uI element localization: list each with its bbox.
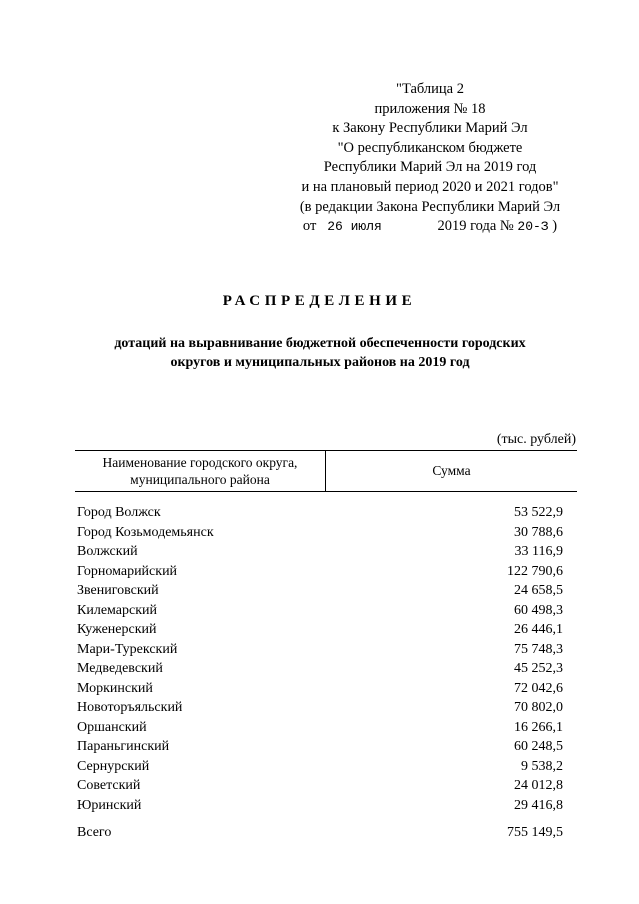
district-name: Параньгинский [77,739,170,754]
name-header-line: муниципального района [130,472,270,487]
table-row [77,679,563,699]
table-row [77,718,563,738]
district-name: Куженерский [77,622,157,637]
district-name: Юринский [77,797,142,813]
table-row [77,542,563,562]
table-row [77,796,563,816]
table-row [77,601,563,621]
amount-column-header: Сумма [432,463,471,478]
table-row [77,757,563,777]
district-amount: 24 012,8 [514,778,563,793]
district-name: Медведевский [77,661,163,676]
total-row [77,823,563,843]
subtitle-line: округов и муниципальных районов на 2019 год [170,355,470,370]
table-row [77,776,563,796]
table-row [77,620,563,640]
district-amount: 45 252,3 [514,661,563,676]
table-row [77,581,563,601]
header-line: к Закону Республики Марий Эл [332,120,528,137]
district-amount: 26 446,1 [514,622,563,637]
table-row [77,523,563,543]
district-amount: 24 658,5 [514,583,563,598]
name-header-line: Наименование городского округа, [102,455,298,470]
header-line: (в редакции Закона Республики Марий Эл [299,198,561,215]
district-amount: 70 802,0 [514,700,563,715]
district-amount: 75 748,3 [514,641,563,657]
header-line: приложения № 18 [374,100,486,117]
header-line: и на плановый период 2020 и 2021 годов" [301,178,559,195]
edition-date: 26 июля [327,219,382,235]
edition-prefix: от [302,218,317,235]
district-name: Волжский [77,544,138,559]
district-name: Горномарийский [77,563,178,579]
district-name: Килемарский [77,602,158,618]
district-name: Моркинский [77,680,153,696]
district-amount: 9 538,2 [521,758,563,774]
subtitle-line: дотаций на выравнивание бюджетной обеспеченности городских [114,336,526,351]
table-row [77,698,563,718]
header-line: "Таблица 2 [396,81,464,97]
district-amount: 60 498,3 [514,602,563,618]
total-label: Всего [77,825,112,840]
district-amount: 122 790,6 [507,563,563,579]
edition-year: 2019 года № [437,218,514,235]
table-row [77,737,563,757]
table-row [77,659,563,679]
table-row [77,640,563,660]
district-name: Звениговский [77,583,159,598]
district-amount: 60 248,5 [514,739,563,754]
document-subtitle [60,334,580,372]
name-column-header [75,451,326,491]
unit-label: (тыс. рублей) [496,432,576,447]
district-amount: 33 116,9 [514,544,563,559]
total-amount: 755 149,5 [507,825,563,840]
district-name: Мари-Турекский [77,641,178,657]
district-amount: 30 788,6 [514,524,563,540]
edition-line [270,217,590,237]
district-name: Город Козьмодемьянск [77,524,214,540]
table-body [77,503,563,815]
header-line: Республики Марий Эл на 2019 год [323,159,537,176]
table-row [77,503,563,523]
district-name: Сернурский [77,758,150,774]
district-amount: 29 416,8 [514,797,563,813]
edition-suffix: ) [552,218,558,235]
appendix-header [270,80,590,237]
edition-number: 20-З [517,219,549,235]
table-row [77,562,563,582]
district-amount: 16 266,1 [514,719,563,735]
district-name: Советский [77,778,141,793]
header-line: "О республиканском бюджете [337,139,523,156]
table-header [75,450,577,492]
district-name: Оршанский [77,719,147,735]
document-title: РАСПРЕДЕЛЕНИЕ [222,293,417,309]
district-name: Город Волжск [77,505,161,520]
district-amount: 53 522,9 [514,505,563,520]
district-name: Новоторъяльский [77,700,183,715]
district-amount: 72 042,6 [514,680,563,696]
